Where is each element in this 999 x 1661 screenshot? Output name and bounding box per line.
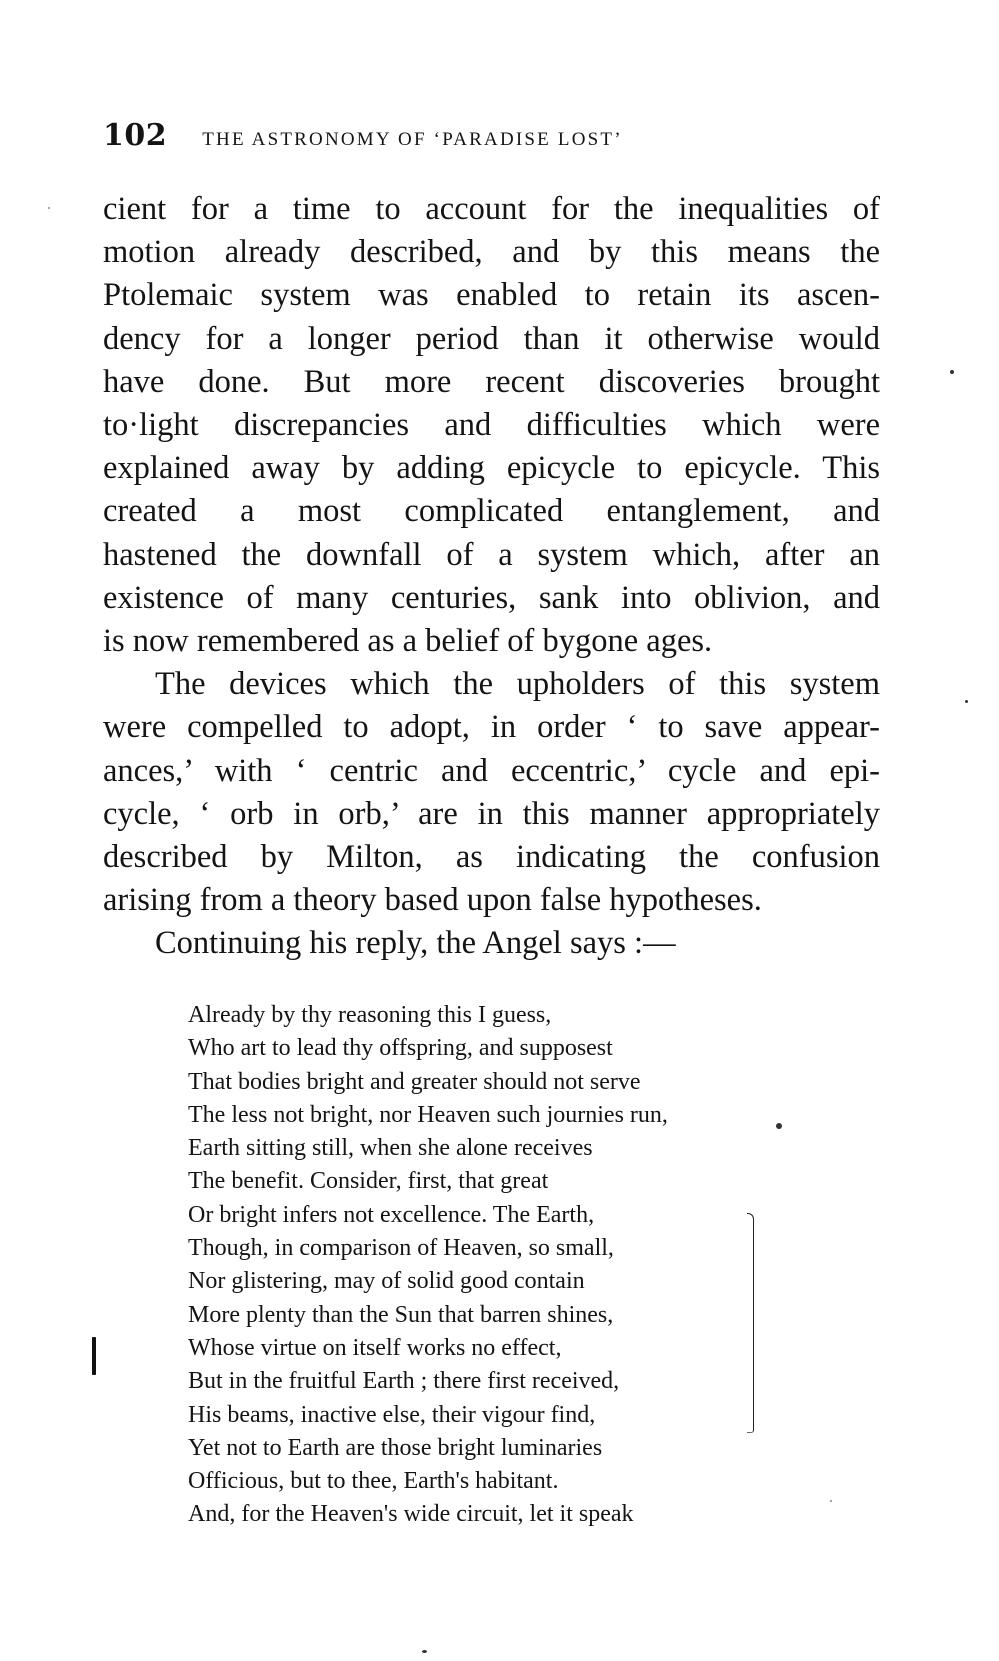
verse-line: Who art to lead thy offspring, and supposest [188, 1035, 613, 1062]
verse-line: And, for the Heaven's wide circuit, let it speak [188, 1501, 634, 1528]
text-line: is now remembered as a belief of bygone ages. [103, 623, 713, 660]
running-head [103, 118, 883, 158]
text-line: existence of many centuries, sank into oblivion, and [103, 579, 880, 616]
verse-line: Officious, but to thee, Earth's habitant. [188, 1468, 559, 1495]
text-line: created a most complicated entanglement, and [103, 493, 880, 530]
text-line: explained away by adding epicycle to epicycle. This [103, 450, 880, 487]
text-line: ances,’ with ‘ centric and eccentric,’ cycle and epi- [103, 752, 880, 789]
ink-speck [965, 700, 968, 703]
body-text [103, 188, 880, 966]
verse-line: Yet not to Earth are those bright luminaries [188, 1434, 603, 1461]
ink-speck [48, 207, 50, 209]
text-line: dency for a longer period than it otherwise would [103, 320, 880, 357]
running-title: THE ASTRONOMY OF ‘PARADISE LOST’ [202, 129, 623, 150]
verse-line: But in the fruitful Earth ; there first received, [188, 1368, 620, 1395]
text-line: hastened the downfall of a system which, after an [103, 536, 880, 573]
verse-line: Already by thy reasoning this I guess, [188, 1002, 552, 1028]
verse-line: Earth sitting still, when she alone receives [188, 1135, 593, 1162]
verse-line: His beams, inactive else, their vigour find, [188, 1401, 596, 1428]
verse-quotation [188, 999, 808, 1532]
paragraph [103, 663, 880, 922]
text-line: Ptolemaic system was enabled to retain its ascen- [103, 277, 880, 314]
text-line: were compelled to adopt, in order ‘ to save appear- [103, 709, 880, 746]
text-line: cient for a time to account for the inequalities of [103, 191, 880, 227]
margin-bracket-mark [747, 1213, 754, 1433]
verse-line: Whose virtue on itself works no effect, [188, 1334, 562, 1361]
text-line: The devices which the upholders of this system [155, 666, 880, 703]
text-line: described by Milton, as indicating the confusion [103, 839, 880, 876]
page-number: 102 [103, 118, 168, 153]
text-line: arising from a theory based upon false hypotheses. [103, 882, 762, 919]
verse-line: More plenty than the Sun that barren shines, [188, 1301, 614, 1328]
text-line: Continuing his reply, the Angel says :— [155, 925, 676, 962]
text-line: cycle, ‘ orb in orb,’ are in this manner appropriately [103, 795, 880, 832]
margin-pencil-mark [92, 1337, 96, 1375]
ink-speck [422, 1650, 427, 1653]
ink-speck [830, 1500, 832, 1502]
verse-line: The less not bright, nor Heaven such journies run, [188, 1101, 668, 1128]
verse-line: That bodies bright and greater should not serve [188, 1068, 641, 1095]
ink-speck [950, 370, 954, 374]
text-line: motion already described, and by this means the [103, 234, 880, 271]
verse-line: Nor glistering, may of solid good contain [188, 1268, 585, 1295]
text-line: to·light discrepancies and difficulties which were [103, 407, 880, 444]
verse-line: Or bright infers not excellence. The Earth, [188, 1201, 595, 1228]
text-line: have done. But more recent discoveries brought [103, 363, 880, 400]
ink-speck [776, 1123, 782, 1129]
verse-line: The benefit. Consider, first, that great [188, 1168, 549, 1195]
verse-line: Though, in comparison of Heaven, so small, [188, 1235, 614, 1262]
paragraph [103, 188, 880, 663]
paragraph [103, 922, 880, 965]
